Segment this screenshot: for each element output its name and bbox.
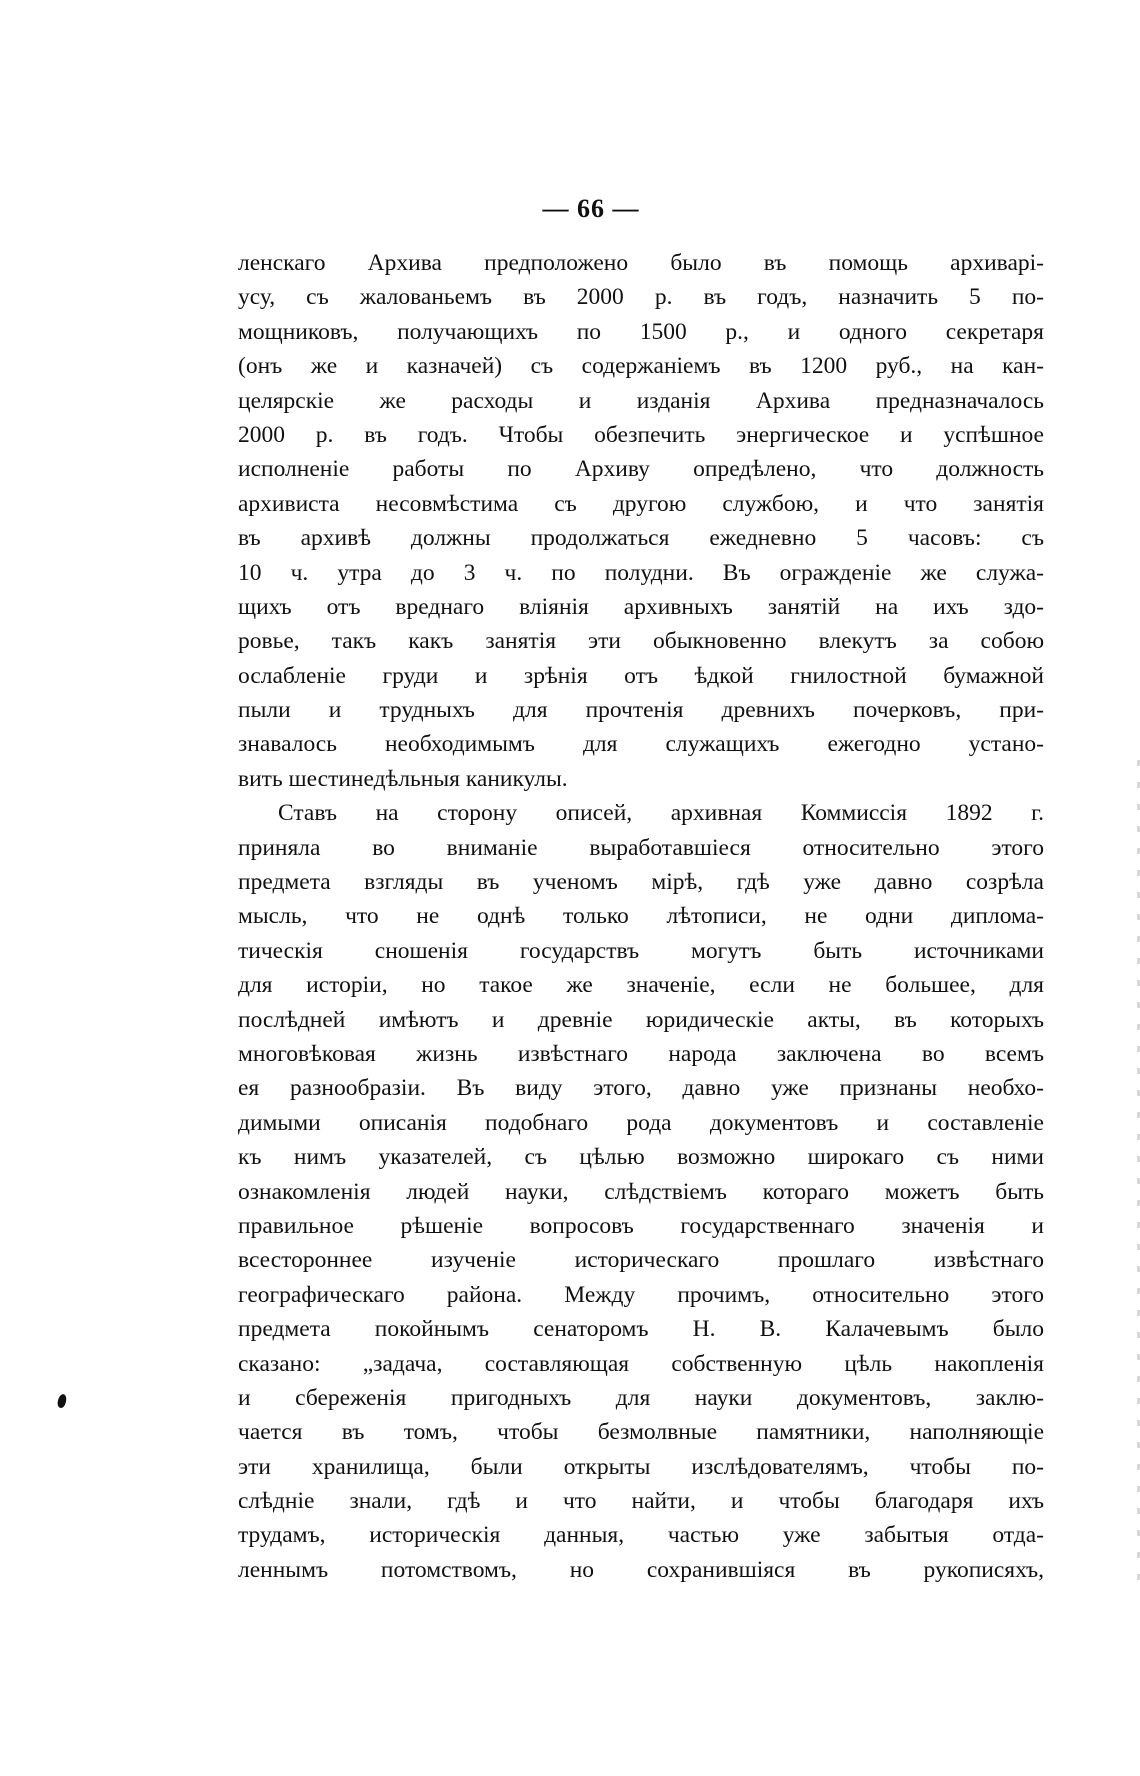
text-line: 10 ч. утра до 3 ч. по полудни. Въ огражденіе же служа- (238, 559, 1044, 586)
text-line: для исторіи, но такое же значеніе, если не большее, для (238, 972, 1044, 999)
text-line: исполненіе работы по Архиву опредѣлено, что должность (238, 456, 1044, 483)
text-line: димыми описанія подобнаго рода документовъ и составленіе (238, 1109, 1044, 1136)
text-line: щихъ отъ вреднаго вліянія архивныхъ занятій на ихъ здо- (238, 593, 1044, 620)
text-line: эти хранилища, были открыты изслѣдователямъ, чтобы по- (238, 1453, 1044, 1480)
body-text (238, 246, 1044, 1587)
text-line: правильное рѣшеніе вопросовъ государственнаго значенія и (238, 1212, 1044, 1239)
text-line: ознакомленія людей науки, слѣдствіемъ котораго можетъ быть (238, 1178, 1044, 1205)
text-line: трудамъ, историческія данныя, частью уже забытыя отда- (238, 1522, 1044, 1549)
text-line: ослабленіе груди и зрѣнія отъ ѣдкой гнилостной бумажной (238, 662, 1044, 689)
text-line: географическаго района. Между прочимъ, относительно этого (238, 1281, 1044, 1308)
text-line: послѣдней имѣютъ и древніе юридическіе акты, въ которыхъ (238, 1006, 1044, 1033)
text-line: ея разнообразіи. Въ виду этого, давно уже признаны необхо- (238, 1075, 1044, 1102)
text-line: ленскаго Архива предположено было въ помощь архиварі- (238, 250, 1044, 276)
text-line: тическія сношенія государствъ могутъ быть источниками (238, 937, 1044, 964)
text-line: знавалось необходимымъ для служащихъ ежегодно устано- (238, 731, 1044, 758)
paragraph-start-line: Ставъ на сторону описей, архивная Коммиссія 1892 г. (278, 800, 1044, 827)
text-line: предмета покойнымъ сенаторомъ Н. В. Калачевымъ было (238, 1316, 1044, 1343)
page-number: — 66 — (542, 194, 640, 223)
text-line: усу, съ жалованьемъ въ 2000 р. въ годъ, назначить 5 по- (238, 284, 1044, 311)
text-line: всестороннее изученіе историческаго прошлаго извѣстнаго (238, 1247, 1044, 1274)
text-line: леннымъ потомствомъ, но сохранившіяся въ рукописяхъ, (238, 1556, 1044, 1583)
text-line: и сбереженія пригодныхъ для науки документовъ, заклю- (238, 1384, 1044, 1411)
text-line: (онъ же и казначей) съ содержаніемъ въ 1200 руб., на кан- (238, 353, 1044, 380)
text-line: предмета взгляды въ ученомъ мірѣ, гдѣ уже давно созрѣла (238, 869, 1044, 896)
paragraph-end-line: вить шестинедѣльныя каникулы. (238, 765, 568, 792)
text-line: мощниковъ, получающихъ по 1500 р., и одного секретаря (238, 318, 1044, 345)
text-line: ровье, такъ какъ занятія эти обыкновенно влекутъ за собою (238, 628, 1044, 655)
text-line: въ архивѣ должны продолжаться ежедневно 5 часовъ: съ (238, 525, 1044, 552)
text-line: къ нимъ указателей, съ цѣлью возможно широкаго съ ними (238, 1144, 1044, 1171)
text-line: многовѣковая жизнь извѣстнаго народа заключена во всемъ (238, 1040, 1044, 1067)
text-line: архивиста несовмѣстима съ другою службою, и что занятія (238, 490, 1044, 517)
text-line: приняла во вниманіе выработавшіеся относительно этого (238, 834, 1044, 861)
margin-ink-mark (56, 1393, 67, 1409)
text-line: 2000 р. въ годъ. Чтобы обезпечить энергическое и успѣшное (238, 421, 1044, 448)
text-line: целярскіе же расходы и изданія Архива предназначалось (238, 387, 1044, 414)
text-line: мысль, что не однѣ только лѣтописи, не одни диплома- (238, 903, 1044, 930)
text-line: пыли и трудныхъ для прочтенія древнихъ почерковъ, при- (238, 697, 1044, 724)
text-line: сказано: „задача, составляющая собственную цѣль накопленія (238, 1350, 1044, 1377)
text-line: слѣдніе знали, гдѣ и что найти, и чтобы благодаря ихъ (238, 1488, 1044, 1515)
text-line: чается въ томъ, чтобы безмолвные памятники, наполняющіе (238, 1419, 1044, 1446)
